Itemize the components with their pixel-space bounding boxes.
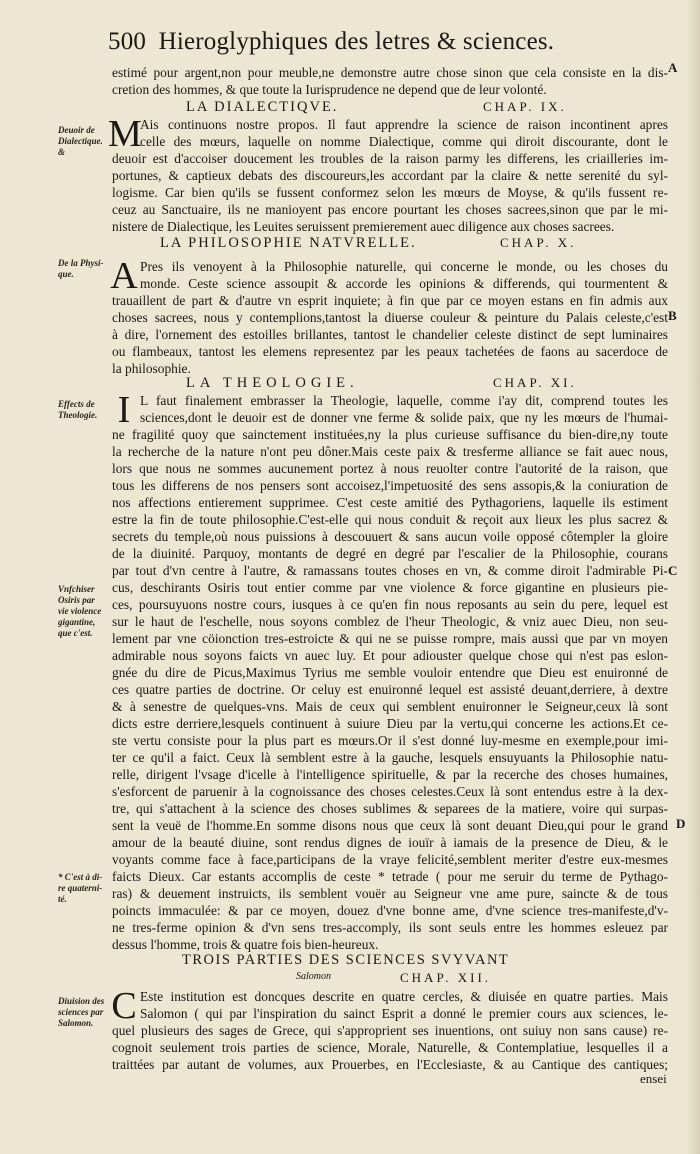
text-line: par tout d'vn centre à l'autre, & ramassans toutes choses en vn, & comme diroit l'admirable Pi- — [112, 563, 668, 578]
text-line: s'esforcent de paruenir à la cognoissance des choses celestes.Ceux là sont entendus estre à la dex- — [112, 784, 668, 799]
text-line: dicts estre derriere,lesquels continuent à suiure Dieu par la vertu,qui concerne les actions.Et ce- — [112, 716, 668, 731]
margin-letter-d: D — [676, 816, 686, 831]
text-line: ste vertu consiste pour la plus part es mœurs.Or il s'est donné luy-mesme en exemple,pour imi- — [112, 733, 668, 748]
text-line: cus, deschirants Osiris tout entier comme par vne violence & force gigantine en plusieurs pie- — [112, 580, 668, 595]
text-line: portunes, & captieux debats des discoureurs,les accordant par la claire & nette serenité du syl- — [112, 168, 668, 183]
text-line: sciences,dont le deuoir est de donner vne ferme & solide paix, que ny les mœurs de l'humai- — [140, 410, 668, 425]
text-line: secrets du temple,où nous puissions à descouuert & sans aucun voile opposé côtempler la gloire — [112, 529, 668, 544]
text-line: trauaillent de part & d'autre vn esprit inquiete; à fin que par ce moyen estans en fin admis aux — [112, 293, 668, 308]
text-line: ter ce qu'il a faict. Ceux là semblent estre à la gauche, lesquels ensuyuants la Philosophie natu- — [112, 750, 668, 765]
text-line: logisme. Car bien qu'ils se fussent conformez selon les mœurs de Moyse, & qu'ils fussent re- — [112, 185, 668, 200]
text-line: tous les differens de nos pensers sont accoisez,l'impetuosité des sens assopis,& la coniuration de — [112, 478, 668, 493]
margin-letter-b: B — [668, 308, 677, 323]
text-line: monde. Ceste science assoupit & accorde les opinions & differends, qui tourmentent & — [140, 276, 668, 291]
text-line: amour de la beauté diuine, sont rendus dignes de iouïr à iamais de la presence de Dieu, & le — [112, 835, 668, 850]
text-line: poincts immaculée: & par ce moyen, douez d'vne bonne ame, d'vne science tres-manifeste,d'v- — [112, 903, 668, 918]
text-line: traittées par autant de volumes, aux Prouerbes, en l'Ecclesiaste, & au Cantique des cantiques; — [112, 1057, 668, 1072]
text-line: ces quatre parties de doctrine. Or celuy est enuironné lequel est assisté deuant,derriere, à dextre — [112, 682, 668, 697]
chapter-number: CHAP. IX. — [483, 99, 567, 114]
drop-cap: C — [111, 985, 137, 1027]
text-line: sur le haut de l'eschelle, nous soyons comblez de l'heur Theologic, & vniz auec Dieu, non seu- — [112, 614, 668, 629]
text-line: estre la fin de toute philosophie.C'est-elle qui nous conduit & reçoit aux lieux les plus sacrez & — [112, 512, 668, 527]
text-line: la recherche de la nature n'ont peu dôner.Mais ceste paix & tresferme alliance se fait auec nous, — [112, 444, 668, 459]
text-line: ces, poursuyuons nostre cours, iusques à ce qu'en fin nous reposants au sein du pere, lequel est — [112, 597, 668, 612]
chapter-number: CHAP. XI. — [493, 375, 577, 390]
text-line: la philosophie. — [112, 361, 191, 376]
text-line: gnée du dire de Picus,Maximus Tyrius me semble vouloir entendre que Dieu est enuironné de — [112, 665, 668, 680]
margin-note: Vnfchiser Osiris par vie violence gigantine, que c'est. — [58, 584, 102, 638]
text-line: lement par vne cöionction tres-estroicte & qui ne se puisse rompre, mais aussi que par vn moyen — [112, 631, 668, 646]
chapter-subtitle: Salomon — [296, 971, 331, 982]
text-line: tre, qui s'attachent à la science des choses sublimes & separees de la matiere, voire qui surpas- — [112, 801, 668, 816]
text-line: deuoir est d'accoiser doucement les troubles de la raison parmy les differens, les criailleries im- — [112, 151, 668, 166]
chapter-title: TROIS PARTIES DES SCIENCES SVYVANT — [182, 952, 510, 968]
margin-note: Effects de Theologie. — [58, 399, 98, 420]
text-line: Salomon ( qui par l'inspiration du sainct Esprit a donné le premier cours aux sciences, le- — [140, 1006, 668, 1021]
chapter-title: LA PHILOSOPHIE NATVRELLE. — [160, 235, 417, 251]
margin-note: Diuision des sciences par Salomon. — [58, 996, 105, 1028]
text-line: dessus l'homme, trois & quatre fois bien-heureux. — [112, 937, 379, 952]
margin-letter-a: A — [668, 60, 678, 75]
text-line: quel plusieurs des sages de Grece, qui s'approprient ses inuentions, ont suiuy non sans cause) re- — [112, 1023, 668, 1038]
margin-letter-c: C — [668, 563, 678, 578]
text-line: de la diuinité. Parquoy, montants de degré en degré par l'escalier de la Philosophie, courans — [112, 546, 668, 561]
chapter-number: CHAP. X. — [500, 235, 577, 250]
text-line: nistere de Dialectique, les Leuites seruissent premierement auec diligence aux choses sacrees. — [112, 219, 615, 234]
text-line: Ais continuons nostre propos. Il faut apprendre la science de raison incontinent apres — [140, 117, 668, 132]
chapter-title: LA THEOLOGIE. — [186, 375, 359, 391]
margin-note: Deuoir de Dialectique. & — [58, 125, 103, 157]
text-line: voyants comme face à face,participans de la vraye felicité,semblent meriter d'estre eux-mesmes — [112, 852, 668, 867]
running-header — [108, 28, 554, 56]
text-line: ne fragilité quoy que sainctement instituées,ny la plus curieuse suffisance du bien-dire,ny toute — [112, 427, 668, 442]
text-line: nos affections entierement supprimee. C'est ceste amitié des Pythagoriens, laquelle ils estiment — [112, 495, 668, 510]
page-gutter-shadow — [686, 0, 700, 1154]
text-line: Pres ils venoyent à la Philosophie naturelle, qui concerne le monde, ou les choses du — [140, 259, 668, 274]
text-line: celle des mœurs, laquelle on nomme Dialectique, comme qui diroit discourante, dont le — [140, 134, 668, 149]
page-number: 500 — [108, 28, 147, 55]
drop-cap: A — [110, 255, 138, 297]
text-line: choses sacrees, nous y contemplions,tantost la diuerse couleur & peinture du Palais celeste,c'est — [112, 310, 668, 325]
margin-note: De la Physi- que. — [58, 258, 104, 279]
text-line: ne tres-ferme opinion & d'vn sens tres-accomply, ils sont seuls entre les hommes esleuez par — [112, 920, 668, 935]
chapter-title: LA DIALECTIQVE. — [186, 99, 339, 115]
text-line: relle, dirigent l'vsage d'icelle à l'intelligence spirituelle, & par la recerche des choses humaines, — [112, 767, 668, 782]
text-line: sent la veuë de l'homme.En somme disons nous que ceux là sont deuant Dieu,qui pour le grand — [112, 818, 668, 833]
margin-note: * C'est à di- re quaterni- té. — [58, 872, 103, 904]
text-line: & à senestre de quelques-vns. Mais de ceux qui semblent enuironner le Seigneur,ceux là sont — [112, 699, 668, 714]
text-line: ou flambeaux, tantost les elemens representez par les peaux tachetées de faons au sacerdoce de — [112, 344, 668, 359]
text-line: L faut finalement embrasser la Theologie, laquelle, comme i'ay dit, comprend toutes les — [140, 393, 668, 408]
intro-line: estimé pour argent,non pour meuble,ne demonstre autre chose sinon que cela consiste en la dis- — [112, 65, 668, 80]
text-line: lors que nous ne sommes aucunement portez à nous reuolter contre l'autorité de la raison, que — [112, 461, 668, 476]
text-line: faicts Dieux. Car estants accomplis de ceste * tetrade ( pour me seruir du terme de Pythago- — [112, 869, 668, 884]
text-line: Este institution est doncques descrite en quatre cercles, & diuisée en quatre parties. Mais — [140, 989, 668, 1004]
chapter-number: CHAP. XII. — [400, 970, 492, 985]
text-line: admirable nous soyons faicts vn auec luy. Et pour adiouster quelque chose qui n'est pas eslon- — [112, 648, 668, 663]
intro-line: cretion des hommes, & que toute la Iurisprudence ne depend que de leur volonté. — [112, 82, 547, 97]
drop-cap: I — [117, 389, 131, 431]
catchword: ensei — [640, 1071, 667, 1086]
text-line: ceuz au Sanctuaire, ils ne manioyent pas encore pourtant les choses sacrees,sinon que par le mi- — [112, 202, 668, 217]
drop-cap: M — [108, 113, 142, 155]
text-line: à dire, l'ornement des estoilles brillantes, tantost le chandelier celeste distinct de sept luminaires — [112, 327, 668, 342]
text-line: ras) & deuement instruicts, ils semblent vouër au Seigneur vne ame pure, saincte & de tous — [112, 886, 668, 901]
running-title: Hieroglyphiques des letres & sciences. — [158, 28, 555, 55]
text-line: cognoit seulement trois parties de science, Morale, Naturelle, & Contemplatiue, lesquelles il a — [112, 1040, 668, 1055]
